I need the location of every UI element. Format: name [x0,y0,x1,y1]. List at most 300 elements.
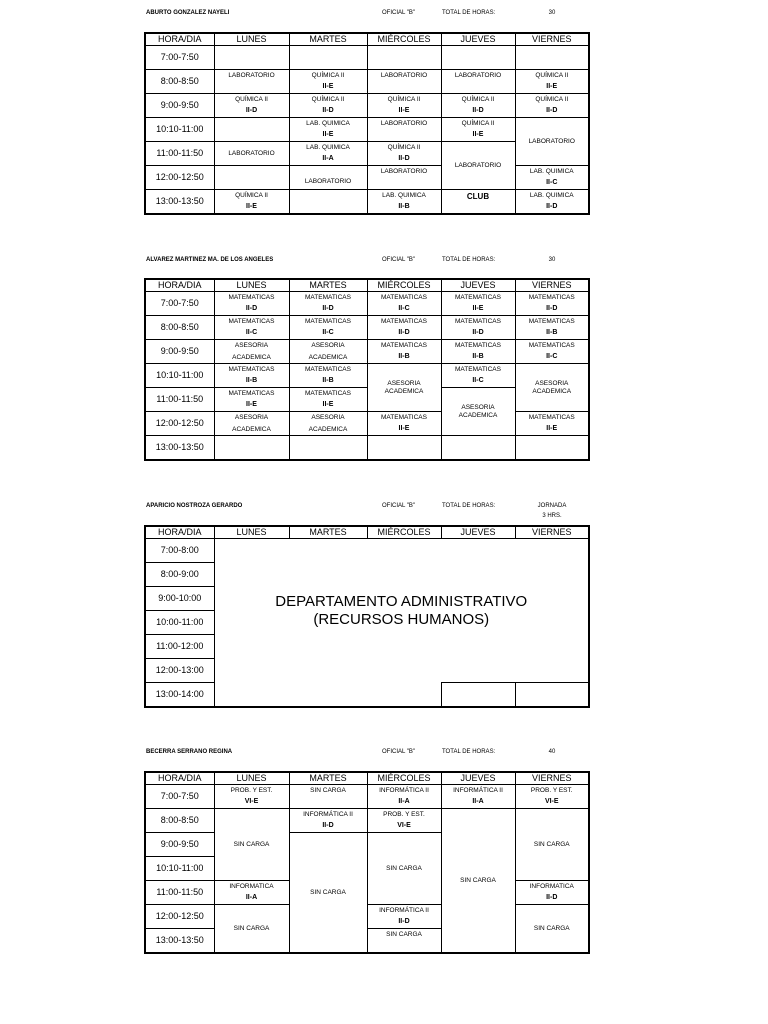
schedule-header [146,10,586,22]
group: II-D [546,893,558,901]
subject: LAB. QUIMICA [306,120,350,128]
total-hours-note: 3 HRS. [542,513,562,519]
class-cell [214,683,441,708]
class-cell [214,881,289,905]
class-cell [214,70,289,94]
subject: PROB. Y EST. [530,787,573,795]
hour-cell: 13:00-14:00 [145,683,214,708]
class-cell [515,94,589,118]
class-cell [515,881,589,905]
table-row [145,70,589,94]
subject: QUÍMICA II [461,96,495,104]
col-header: VIERNES [515,526,589,539]
col-header: JUEVES [441,526,515,539]
subject: ASESORIA [387,380,421,388]
class-cell [515,809,589,881]
group: II-B [245,376,258,384]
table-row [145,412,589,436]
class-cell [367,292,441,316]
subject: ASESORIA [535,380,569,388]
department-title: DEPARTAMENTO ADMINISTRATIVO [275,592,528,610]
schedule-header [146,749,586,761]
group: II-B [398,202,410,210]
col-header: LUNES [214,772,289,785]
class-cell [515,190,589,215]
subject: ASESORIA [311,342,345,350]
schedule-table [144,32,590,215]
class-cell [515,118,589,166]
class-cell [515,412,589,436]
hour-cell: 7:00-8:00 [145,539,214,563]
table-row [145,340,589,364]
subject: MATEMATICAS [381,342,427,350]
subject: LABORATORIO [380,72,428,80]
col-header: HORA/DIA [145,526,214,539]
class-cell [441,118,515,142]
subject: MATEMATICAS [228,366,275,374]
class-cell [515,683,589,708]
total-hours-label: TOTAL DE HORAS: [442,749,496,755]
class-cell [214,190,289,215]
table-row [145,364,589,388]
hour-cell: 13:00-13:50 [145,929,214,954]
subject: MATEMATICAS [228,294,275,302]
group: II-C [546,178,558,186]
hour-cell: 7:00-7:50 [145,292,214,316]
hour-cell: 9:00-9:50 [145,340,214,364]
hour-cell: 7:00-7:50 [145,46,214,70]
group: II-E [322,130,334,138]
col-header: MIÉRCOLES [367,772,441,785]
hour-cell: 11:00-11:50 [145,388,214,412]
class-cell [214,364,289,388]
class-cell [441,683,515,708]
col-header: MARTES [289,526,367,539]
col-header: MIÉRCOLES [367,279,441,292]
group: II-E [472,130,484,138]
subject: MATEMATICAS [381,294,427,302]
subject: PROB. Y EST. [383,811,425,819]
subject: QUÍMICA II [311,72,345,80]
hour-cell: 8:00-8:50 [145,316,214,340]
hour-cell: 7:00-7:50 [145,785,214,809]
table-row [145,166,589,190]
col-header: HORA/DIA [145,772,214,785]
group: II-D [322,106,334,114]
group: II-D [546,304,558,312]
class-cell [441,809,515,954]
subject: LAB. QUIMICA [529,192,574,200]
col-header: JUEVES [441,772,515,785]
subject: MATEMATICAS [228,390,275,398]
class-cell [367,118,441,142]
class-cell [289,340,367,364]
subject: MATEMATICAS [305,366,351,374]
hour-cell: 10:00-11:00 [145,611,214,635]
header-row [145,33,589,46]
group: II-D [398,328,410,336]
class-cell [367,340,441,364]
group: II-A [398,797,410,805]
subject: LABORATORIO [380,168,428,175]
group: II-E [472,304,484,312]
class-cell [214,94,289,118]
header-row [145,772,589,785]
subject: SIN CARGA [310,787,346,794]
class-cell [367,46,441,70]
class-cell [367,364,441,412]
header-row [145,526,589,539]
class-cell [441,46,515,70]
class-cell [515,292,589,316]
hour-cell: 11:00-11:50 [145,881,214,905]
subject: SIN CARGA [233,924,270,932]
subject: SIN CARGA [386,931,422,938]
group: II-E [398,106,410,114]
subject: QUÍMICA II [535,72,569,80]
subject: INFORMÁTICA II [379,907,429,915]
class-cell [367,809,441,833]
class-cell [214,388,289,412]
hour-cell: 8:00-8:50 [145,809,214,833]
total-hours-label: TOTAL DE HORAS: [442,10,496,16]
class-cell [441,292,515,316]
class-cell [441,388,515,436]
class-cell [289,785,367,809]
subject: ASESORIA [234,414,269,422]
class-cell [515,46,589,70]
hour-cell: 11:00-11:50 [145,142,214,166]
group: II-D [322,304,334,312]
subject: QUÍMICA II [235,96,268,104]
group: II-D [245,106,258,114]
total-hours-value: JORNADA [537,503,567,509]
col-header: JUEVES [441,33,515,46]
subject: MATEMATICAS [528,414,575,422]
header-row [145,279,589,292]
subject: ASESORIA [311,414,345,422]
total-hours-value: 40 [548,749,556,755]
group: II-E [546,82,558,90]
group: II-E [322,400,334,408]
class-cell [367,94,441,118]
class-cell [289,166,367,190]
subject: ACADEMICA [308,353,348,361]
table-row [145,785,589,809]
subject: MATEMATICAS [228,318,275,326]
subject: MATEMATICAS [305,318,351,326]
table-row [145,905,589,929]
class-cell [214,166,289,190]
class-cell [367,142,441,166]
class-cell [289,292,367,316]
group: II-D [322,821,334,829]
subject: LAB. QUIMICA [382,192,426,200]
subject: MATEMATICAS [381,318,427,326]
group: II-C [245,328,258,336]
class-cell [289,316,367,340]
class-cell [441,70,515,94]
subject: MATEMATICAS [455,318,501,326]
table-row [145,316,589,340]
subject: SIN CARGA [533,924,570,932]
class-cell [515,364,589,412]
group: II-E [246,202,257,210]
group: II-D [398,154,410,162]
table-row [145,436,589,461]
class-cell [289,142,367,166]
class-cell [214,118,289,142]
subject: INFORMÁTICA II [303,811,353,819]
table-row [145,809,589,833]
class-cell [441,316,515,340]
subject: LABORATORIO [380,120,428,128]
subject: ACADEMICA [384,387,424,395]
schedule-header [146,503,586,519]
group: II-B [546,328,558,336]
subject: MATEMATICAS [305,294,351,302]
class-cell [441,340,515,364]
table-row [145,539,589,563]
subject: SIN CARGA [310,888,346,896]
hour-cell: 13:00-13:50 [145,190,214,215]
group: II-C [546,352,558,360]
col-header: JUEVES [441,279,515,292]
class-cell [214,142,289,166]
club-label: CLUB [466,192,490,201]
subject: LABORATORIO [528,137,575,145]
group: VI-E [244,797,259,805]
class-cell [289,118,367,142]
position-label: OFICIAL "B" [382,503,416,509]
subject: INFORMATICA [229,883,274,891]
group: II-E [546,424,558,432]
class-cell [289,190,367,215]
subject: QUÍMICA II [461,120,495,128]
class-cell [214,809,289,881]
subject: LAB. QUIMICA [529,168,574,176]
subject: MATEMATICAS [528,342,575,350]
col-header: HORA/DIA [145,33,214,46]
hour-cell: 8:00-9:00 [145,563,214,587]
teacher-name: APARICIO NOSTROZA GERARDO [146,503,243,509]
hour-cell: 10:10-11:00 [145,364,214,388]
department-notice [214,539,589,683]
class-cell [367,190,441,215]
class-cell [289,94,367,118]
col-header: VIERNES [515,279,589,292]
class-cell [367,436,441,461]
table-row [145,46,589,70]
class-cell [515,340,589,364]
subject: PROB. Y EST. [230,787,273,795]
class-cell [441,142,515,190]
subject: MATEMATICAS [528,318,575,326]
class-cell [367,833,441,905]
schedule-table [144,278,590,461]
group: II-D [472,328,484,336]
subject: LAB. QUIMICA [306,144,350,152]
teacher-name: ABURTO GONZALEZ NAYELI [146,10,230,16]
hour-cell: 9:00-9:50 [145,94,214,118]
class-cell [441,94,515,118]
hour-cell: 11:00-12:00 [145,635,214,659]
subject: INFORMATICA [529,883,574,891]
group: II-A [322,154,334,162]
subject: MATEMATICAS [455,366,501,374]
subject: MATEMATICAS [455,342,501,350]
position-label: OFICIAL "B" [382,10,416,16]
group: II-D [245,304,258,312]
subject: SIN CARGA [533,840,570,848]
subject: LABORATORIO [228,72,275,80]
col-header: HORA/DIA [145,279,214,292]
teacher-name: ALVAREZ MARTINEZ MA. DE LOS ANGELES [146,257,274,263]
group: VI-E [397,821,411,829]
schedule-table [144,525,590,708]
class-cell [441,785,515,809]
hour-cell: 12:00-12:50 [145,905,214,929]
col-header: MIÉRCOLES [367,526,441,539]
class-cell [289,436,367,461]
subject: QUÍMICA II [311,96,345,104]
subject: ACADEMICA [458,411,498,419]
hour-cell: 9:00-10:00 [145,587,214,611]
subject: INFORMÁTICA II [453,787,503,795]
class-cell [214,905,289,954]
group: II-B [322,376,334,384]
table-row [145,292,589,316]
subject: QUÍMICA II [235,192,268,200]
group: II-C [322,328,334,336]
class-cell [367,905,441,929]
hour-cell: 12:00-12:50 [145,412,214,436]
group: II-D [472,106,484,114]
col-header: MARTES [289,279,367,292]
class-cell [289,833,367,954]
class-cell [289,364,367,388]
subject: ACADEMICA [232,353,271,361]
class-cell [214,316,289,340]
subject: SIN CARGA [460,876,496,884]
group: II-E [398,424,410,432]
subject: ACADEMICA [308,425,348,433]
class-cell [214,46,289,70]
col-header: MARTES [289,33,367,46]
class-cell [289,388,367,412]
col-header: LUNES [214,526,289,539]
class-cell [214,436,289,461]
subject: MATEMATICAS [305,390,351,398]
class-cell [515,785,589,809]
group: II-A [245,893,258,901]
class-cell [214,292,289,316]
class-cell [367,166,441,190]
hour-cell: 9:00-9:50 [145,833,214,857]
hour-cell: 10:10-11:00 [145,118,214,142]
subject: ASESORIA [461,404,495,412]
col-header: MARTES [289,772,367,785]
class-cell [367,929,441,954]
subject: LABORATORIO [454,161,502,169]
group: II-C [472,376,484,384]
hour-cell: 10:10-11:00 [145,857,214,881]
class-cell [289,46,367,70]
total-hours-label: TOTAL DE HORAS: [442,503,496,509]
group: II-E [322,82,334,90]
hour-cell: 12:00-12:50 [145,166,214,190]
col-header: LUNES [214,33,289,46]
class-cell [214,785,289,809]
group: II-B [398,352,410,360]
total-hours-value: 30 [548,257,556,263]
col-header: VIERNES [515,772,589,785]
group: II-E [246,400,257,408]
class-cell [515,905,589,954]
table-row [145,94,589,118]
class-cell [441,190,515,215]
class-cell [367,412,441,436]
hour-cell: 13:00-13:50 [145,436,214,461]
class-cell [289,809,367,833]
subject: INFORMÁTICA II [379,787,429,795]
class-cell [441,436,515,461]
subject: MATEMATICAS [455,294,501,302]
class-cell [515,166,589,190]
table-row [145,118,589,142]
total-hours-value: 30 [548,10,556,16]
teacher-name: BECERRA SERRANO REGINA [146,749,233,755]
class-cell [367,316,441,340]
group: II-D [398,917,410,925]
table-row [145,683,589,708]
class-cell [515,316,589,340]
col-header: VIERNES [515,33,589,46]
table-row [145,190,589,215]
class-cell [515,436,589,461]
class-cell [214,340,289,364]
subject: LABORATORIO [454,72,502,80]
class-cell [289,70,367,94]
position-label: OFICIAL "B" [382,749,416,755]
class-cell [367,70,441,94]
subject: QUÍMICA II [387,96,421,104]
class-cell [441,364,515,388]
subject: SIN CARGA [386,864,422,872]
subject: MATEMATICAS [528,294,575,302]
subject: QUÍMICA II [387,144,421,152]
col-header: MIÉRCOLES [367,33,441,46]
subject: SIN CARGA [233,840,270,848]
schedule-header [146,257,586,269]
subject: ASESORIA [234,342,269,350]
subject: ACADEMICA [532,387,572,395]
position-label: OFICIAL "B" [382,257,416,263]
subject: LABORATORIO [228,149,275,157]
schedule-table [144,771,590,954]
subject: MATEMATICAS [381,414,427,422]
subject: QUÍMICA II [535,96,569,104]
total-hours-label: TOTAL DE HORAS: [442,257,496,263]
department-subtitle: (RECURSOS HUMANOS) [313,610,490,628]
class-cell [289,412,367,436]
group: II-D [546,202,558,210]
class-cell [515,70,589,94]
group: II-A [472,797,484,805]
class-cell [367,785,441,809]
hour-cell: 8:00-8:50 [145,70,214,94]
group: II-D [546,106,558,114]
